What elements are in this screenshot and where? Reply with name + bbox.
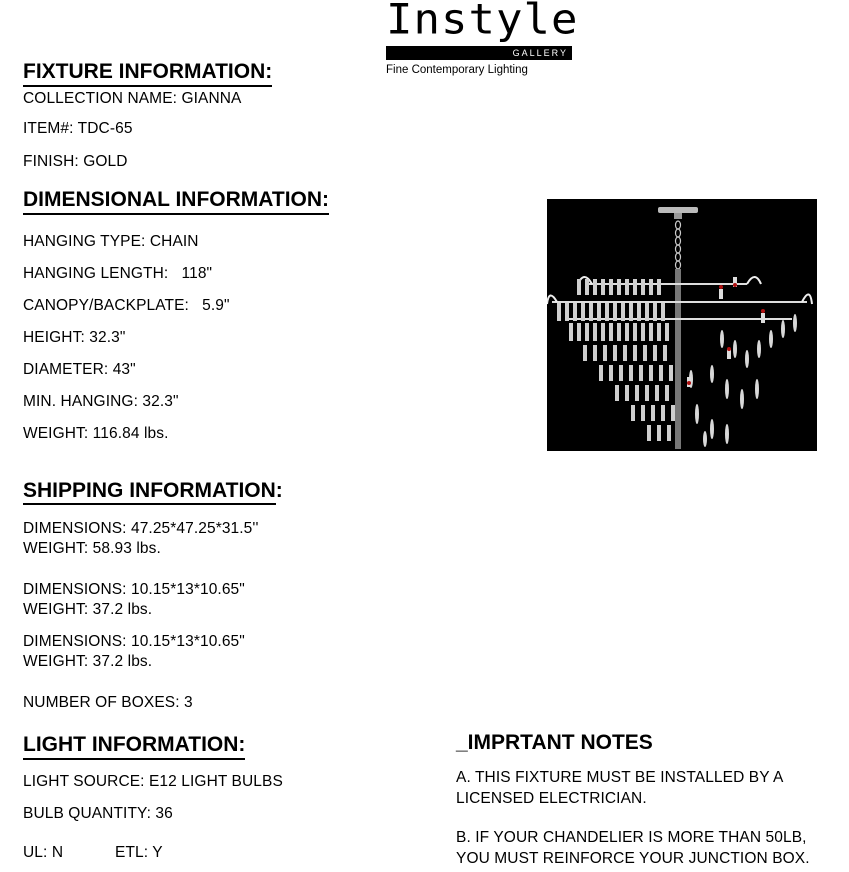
box-1-weight: WEIGHT: 58.93 lbs. <box>23 540 161 557</box>
note-b-line1: B. IF YOUR CHANDELIER IS MORE THAN 50LB, <box>456 829 807 846</box>
chandelier-illustration <box>547 199 817 451</box>
ul-listing: UL: N <box>23 844 64 861</box>
box-3-dimensions: DIMENSIONS: 10.15*13*10.65" <box>23 633 245 650</box>
number-of-boxes: NUMBER OF BOXES: 3 <box>23 694 193 711</box>
box-1-dimensions: DIMENSIONS: 47.25*47.25*31.5'' <box>23 520 259 537</box>
light-heading: LIGHT INFORMATION: <box>23 733 245 760</box>
collection-name: COLLECTION NAME: GIANNA <box>23 90 242 107</box>
hanging-type: HANGING TYPE: CHAIN <box>23 233 199 250</box>
shipping-heading <box>23 479 283 503</box>
hanging-length: HANGING LENGTH: 118" <box>23 265 213 282</box>
min-hanging: MIN. HANGING: 32.3" <box>23 393 179 410</box>
fixture-weight: WEIGHT: 116.84 lbs. <box>23 425 169 442</box>
diameter: DIAMETER: 43" <box>23 361 136 378</box>
shipping-heading-text: SHIPPING INFORMATION <box>23 479 276 505</box>
logo-tagline: Fine Contemporary Lighting <box>386 64 528 76</box>
logo-wordmark: Instyle <box>386 0 579 44</box>
fixture-heading: FIXTURE INFORMATION: <box>23 60 272 87</box>
note-a-line2: LICENSED ELECTRICIAN. <box>456 790 647 807</box>
canopy-backplate: CANOPY/BACKPLATE: 5.9" <box>23 297 230 314</box>
box-3-weight: WEIGHT: 37.2 lbs. <box>23 653 153 670</box>
shipping-heading-colon: : <box>275 479 283 502</box>
product-photo <box>547 199 817 451</box>
etl-listing: ETL: Y <box>115 844 163 861</box>
note-a-line1: A. THIS FIXTURE MUST BE INSTALLED BY A <box>456 769 784 786</box>
bulb-quantity: BULB QUANTITY: 36 <box>23 805 173 822</box>
brand-logo <box>386 0 579 80</box>
logo-gallery-bar: GALLERY <box>386 46 572 60</box>
notes-heading: _IMPRTANT NOTES <box>456 731 653 754</box>
note-b-line2: YOU MUST REINFORCE YOUR JUNCTION BOX. <box>456 850 810 867</box>
box-2-weight: WEIGHT: 37.2 lbs. <box>23 601 153 618</box>
height: HEIGHT: 32.3" <box>23 329 126 346</box>
light-source: LIGHT SOURCE: E12 LIGHT BULBS <box>23 773 283 790</box>
finish: FINISH: GOLD <box>23 153 128 170</box>
item-number: ITEM#: TDC-65 <box>23 120 133 137</box>
box-2-dimensions: DIMENSIONS: 10.15*13*10.65" <box>23 581 245 598</box>
dimensional-heading: DIMENSIONAL INFORMATION: <box>23 188 329 215</box>
